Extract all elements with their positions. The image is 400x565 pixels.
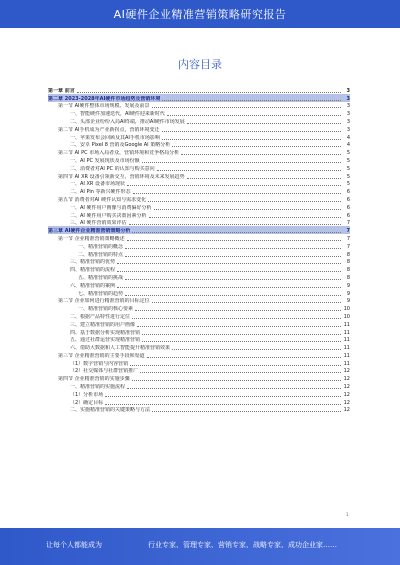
toc-entry[interactable]: [48, 250, 350, 258]
toc-entry-title: 五、通过社群运营实现精准营销: [70, 337, 141, 344]
toc-leader-dots: [125, 256, 341, 257]
toc-leader-dots: [154, 209, 342, 210]
toc-leader-dots: [181, 154, 341, 155]
report-header-bar: [0, 0, 400, 28]
toc-entry-page: 5: [346, 173, 350, 180]
toc-leader-dots: [172, 349, 341, 350]
toc-entry-page: 7: [346, 235, 350, 242]
toc-entry-title: 第四节 企业精准营销的实施步骤: [58, 376, 130, 383]
toc-entry-page: 5: [346, 150, 350, 157]
toc-entry-title: （2）确定目标: [70, 399, 104, 406]
toc-entry-title: 三、AI 硬件营销效果评估: [70, 220, 127, 227]
toc-leader-dots: [152, 107, 342, 108]
toc-entry[interactable]: [48, 226, 350, 234]
toc-entry[interactable]: [48, 180, 350, 188]
toc-entry[interactable]: [48, 117, 350, 125]
toc-entry-title: 第四节 AI XR 设备引领新交互，营销环境及未来发展趋势: [58, 173, 185, 180]
toc-entry-title: 第五节 消费者对AI 硬件认知与需求变化: [58, 196, 147, 203]
toc-entry[interactable]: [48, 390, 350, 398]
toc-entry-title: 一、AI 硬件用户画像与消费偏好分析: [70, 204, 152, 211]
toc-leader-dots: [132, 380, 341, 381]
toc-entry-title: （1）分析市场: [70, 391, 104, 398]
toc-entry-page: 11: [343, 352, 350, 359]
toc-entry[interactable]: [48, 297, 350, 305]
toc-entry[interactable]: [48, 265, 350, 273]
toc-leader-dots: [148, 201, 341, 202]
toc-entry-title: 一、精准营销的实施流程: [70, 384, 126, 391]
toc-entry[interactable]: [48, 351, 350, 359]
toc-entry[interactable]: [48, 211, 350, 219]
toc-entry-title: 二、AI Pin 等新兴硬件形态: [70, 189, 131, 196]
toc-entry-title: 二、安卓 Pixel 8 营销及Google AI 策略分析: [70, 142, 171, 149]
toc-entry-page: 6: [346, 196, 350, 203]
toc-entry-page: 9: [346, 282, 350, 289]
toc-entry[interactable]: [48, 343, 350, 351]
toc-entry-page: 3: [346, 111, 350, 118]
toc-leader-dots: [162, 131, 342, 132]
toc-entry[interactable]: [48, 336, 350, 344]
toc-entry[interactable]: [48, 195, 350, 203]
toc-leader-dots: [132, 318, 341, 319]
toc-entry-page: 11: [343, 337, 350, 344]
toc-leader-dots: [137, 326, 341, 327]
toc-entry-title: 二、消费者对AI PC 的认知与购买意向: [70, 165, 155, 172]
toc-leader-dots: [142, 334, 341, 335]
toc-entry-page: 6: [346, 204, 350, 211]
toc-entry-page: 4: [346, 134, 350, 141]
toc-entry-title: 三、精准营销的优势: [70, 259, 116, 266]
toc-leader-dots: [117, 271, 341, 272]
toc-entry-page: 11: [343, 329, 350, 336]
toc-entry-title: 四、基于数据分析实现精准营销: [70, 329, 141, 336]
toc-leader-dots: [127, 240, 341, 241]
toc-leader-dots: [152, 302, 341, 303]
toc-leader-dots: [140, 372, 341, 373]
toc-entry-title: 第三节 企业精准营销的主要手段和渠道: [58, 352, 145, 359]
toc-entry[interactable]: [48, 86, 350, 94]
footer-slogan-left: 让每个人都能成为: [46, 541, 102, 549]
toc-leader-dots: [162, 139, 341, 140]
toc-entry[interactable]: [48, 94, 350, 102]
toc-entry-page: 3: [346, 103, 350, 110]
toc-entry-title: 四、精准营销的流程: [70, 267, 116, 274]
toc-entry-title: 五、精准营销的挑战: [78, 274, 124, 281]
toc-entry-page: 8: [346, 259, 350, 266]
toc-leader-dots: [127, 185, 341, 186]
toc-entry-page: 9: [346, 290, 350, 297]
toc-leader-dots: [133, 193, 341, 194]
toc-entry-title: 一、苹果发布会回顾及其AI手机市场影响: [70, 134, 160, 141]
toc-entry[interactable]: [48, 133, 350, 141]
toc-entry-page: 11: [343, 321, 350, 328]
toc-entry-title: 第三节 AI PC 市场入局者众，营销环境和竞争格局分析: [58, 150, 180, 157]
toc-entry[interactable]: [48, 172, 350, 180]
toc-leader-dots: [162, 100, 341, 101]
toc-entry-title: 第一章 前言: [48, 87, 75, 94]
report-title: AI硬件企业精准营销策略研究报告: [113, 8, 287, 21]
toc-entry[interactable]: [48, 312, 350, 320]
toc-entry-title: 第一节 企业精准营销策略概述: [58, 235, 125, 242]
toc-entry-title: 第二章 2023-2028年AI硬件市场趋势及营销环境: [48, 95, 161, 102]
toc-entry-page: 8: [346, 274, 350, 281]
toc-entry-page: 12: [343, 368, 350, 375]
toc-entry-title: 三、建立精准营销的用户画像: [70, 321, 136, 328]
toc-leader-dots: [117, 287, 341, 288]
toc-leader-dots: [187, 123, 341, 124]
toc-entry-page: 10: [343, 313, 350, 320]
toc-entry-title: 二、实施精准营销的关键策略与方法: [70, 407, 151, 414]
toc-entry-page: 7: [346, 220, 350, 227]
toc-entry-page: 6: [346, 212, 350, 219]
toc-entry[interactable]: [48, 102, 350, 110]
toc-leader-dots: [130, 365, 341, 366]
toc-entry-title: 二、头部企业纷纷入局AI终端，推动AI硬件市场发展: [70, 118, 185, 125]
toc-entry[interactable]: [48, 304, 350, 312]
toc-leader-dots: [117, 263, 341, 264]
toc-heading: 内容目录: [178, 58, 222, 71]
toc-leader-dots: [125, 295, 341, 296]
toc-entry-title: 一、精准营销的核心要素: [78, 306, 134, 313]
toc-leader-dots: [132, 232, 341, 233]
toc-entry[interactable]: [48, 242, 350, 250]
toc-entry[interactable]: [48, 141, 350, 149]
toc-leader-dots: [147, 357, 341, 358]
toc-entry-page: 6: [346, 189, 350, 196]
toc-entry-page: 12: [343, 376, 350, 383]
toc-entry[interactable]: [48, 320, 350, 328]
toc-leader-dots: [142, 341, 341, 342]
toc-leader-dots: [187, 178, 341, 179]
toc-entry-title: （2）社交媒体与社群营销推广: [70, 368, 139, 375]
toc-entry[interactable]: [48, 289, 350, 297]
toc-entry-title: 二、AI 硬件用户购买决策因素分析: [70, 212, 147, 219]
toc-entry-page: 3: [346, 95, 350, 102]
toc-entry[interactable]: [48, 258, 350, 266]
toc-entry[interactable]: [48, 156, 350, 164]
toc-entry[interactable]: [48, 148, 350, 156]
toc-entry-page: 9: [346, 298, 350, 305]
toc-entry[interactable]: [48, 328, 350, 336]
toc-entry-title: 六、借助大数据和人工智能提升精准营销效果: [70, 345, 171, 352]
toc-entry-page: 3: [346, 87, 350, 94]
toc-entry-page: 7: [346, 243, 350, 250]
toc-entry-page: 12: [343, 399, 350, 406]
toc-leader-dots: [167, 115, 341, 116]
toc-entry-page: 3: [346, 126, 350, 133]
toc-entry-page: 11: [343, 345, 350, 352]
toc-entry[interactable]: [48, 359, 350, 367]
page-number: 1: [346, 512, 349, 517]
toc-entry-title: 六、精准营销的案例: [70, 282, 116, 289]
toc-entry[interactable]: [48, 398, 350, 406]
toc-leader-dots: [105, 404, 341, 405]
toc-entry[interactable]: [48, 219, 350, 227]
toc-leader-dots: [135, 310, 341, 311]
toc-entry-title: 二、根据产品特性进行定位: [70, 313, 131, 320]
toc-entry-title: 第一节 AI硬件整体市场规模、发展及前景: [58, 103, 150, 110]
toc-entry[interactable]: [48, 109, 350, 117]
toc-leader-dots: [125, 279, 341, 280]
toc-entry-page: 5: [346, 181, 350, 188]
toc-entry-title: 一、AI PC 发展现状及市场份额: [70, 157, 140, 164]
toc-entry[interactable]: [48, 281, 350, 289]
footer-bar: [0, 528, 400, 565]
toc-entry[interactable]: [48, 374, 350, 382]
toc-leader-dots: [77, 92, 341, 93]
table-of-contents: [48, 86, 350, 413]
toc-entry[interactable]: [48, 406, 350, 414]
toc-entry[interactable]: [48, 382, 350, 390]
toc-entry-page: 8: [346, 267, 350, 274]
toc-entry[interactable]: [48, 273, 350, 281]
toc-entry-title: 七、精准营销的趋势: [78, 290, 124, 297]
toc-entry[interactable]: [48, 187, 350, 195]
toc-entry-title: 一、AI XR 设备市场现状: [70, 181, 125, 188]
toc-entry[interactable]: [48, 367, 350, 375]
toc-leader-dots: [149, 217, 342, 218]
toc-entry-page: 8: [346, 251, 350, 258]
toc-entry-page: 12: [343, 407, 350, 414]
toc-leader-dots: [127, 388, 341, 389]
toc-entry-page: 5: [346, 165, 350, 172]
toc-entry-title: 二、精准营销的特点: [78, 251, 124, 258]
toc-leader-dots: [152, 411, 341, 412]
toc-entry-title: 第二节 企业如何进行精准营销的目标定位: [58, 298, 150, 305]
toc-leader-dots: [105, 396, 341, 397]
toc-entry-page: 7: [346, 228, 350, 235]
toc-entry-title: 一、精准营销的概念: [78, 243, 124, 250]
toc-entry[interactable]: [48, 203, 350, 211]
toc-leader-dots: [157, 170, 341, 171]
toc-entry-title: 第二节 AI手机成为产业新拐点，营销环境变迁: [58, 126, 160, 133]
toc-entry-page: 10: [343, 306, 350, 313]
toc-entry-page: 5: [346, 157, 350, 164]
toc-entry-title: 一、智能硬件加速迭代，AI硬件迎来新时代: [70, 111, 165, 118]
toc-leader-dots: [142, 162, 341, 163]
toc-leader-dots: [125, 248, 341, 249]
toc-entry-title: 第三章 AI硬件企业精准营销策略分析: [48, 228, 131, 235]
toc-entry[interactable]: [48, 164, 350, 172]
toc-entry[interactable]: [48, 234, 350, 242]
footer-slogan-right: 行业专家、管理专家、营销专家、战略专家、成功企业家……: [148, 541, 337, 549]
toc-entry-page: 11: [343, 360, 350, 367]
toc-entry-title: （1）数字营销与内容营销: [70, 360, 129, 367]
toc-entry-page: 4: [346, 142, 350, 149]
toc-entry-page: 12: [343, 391, 350, 398]
toc-entry-page: 12: [343, 384, 350, 391]
toc-leader-dots: [172, 146, 341, 147]
toc-entry-page: 3: [346, 118, 350, 125]
toc-leader-dots: [129, 224, 342, 225]
toc-entry[interactable]: [48, 125, 350, 133]
